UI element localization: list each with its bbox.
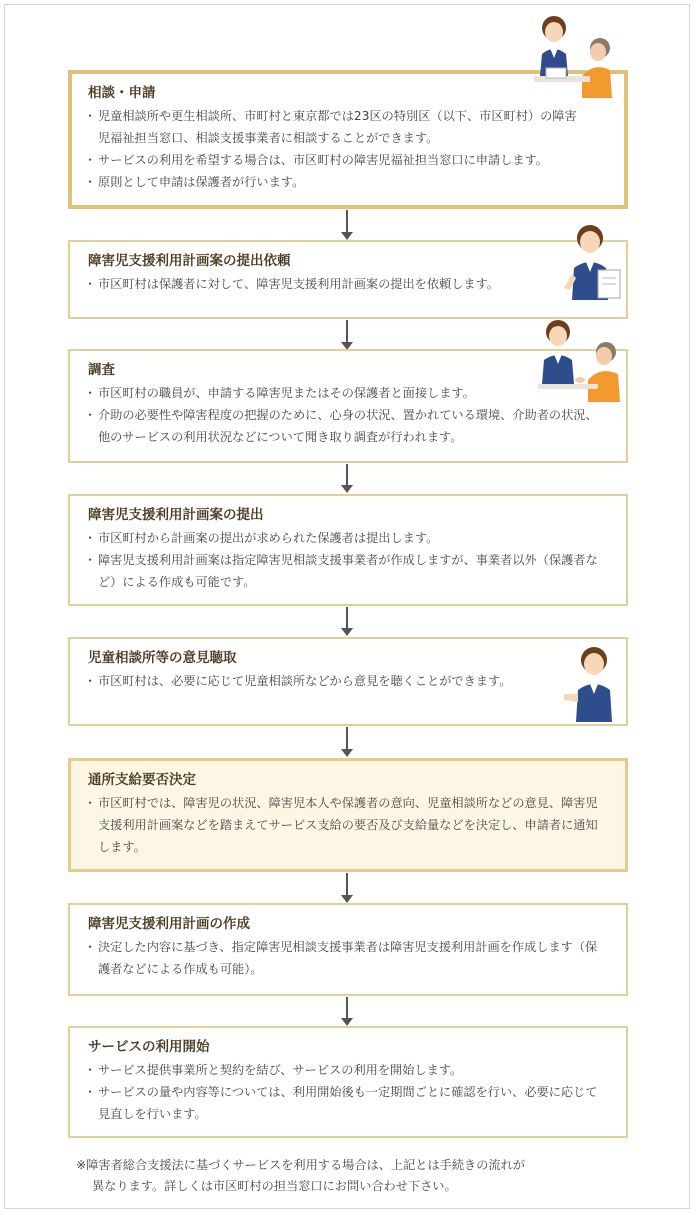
staff-gesture-illustration-icon [562, 644, 622, 724]
bullet-item: ・ 市区町村では、障害児の状況、障害児本人や保護者の意向、児童相談所などの意見、障害児支援利用計画案などを踏まえてサービス支給の要否及び支給量などを決定し、申請者に通知します。 [88, 792, 608, 858]
footnote-line: 異なります。詳しくは市区町村の担当窓口にお問い合わせ下さい。 [92, 1179, 457, 1193]
flow-arrow [341, 464, 353, 493]
bullet-item: ・ サービス提供事業所と契約を結び、サービスの利用を開始します。 [88, 1059, 608, 1081]
bullet-item: ・ 市区町村は、必要に応じて児童相談所などから意見を聴くことができます。 [88, 670, 608, 692]
footnote-line: ※障害者総合支援法に基づくサービスを利用する場合は、上記とは手続きの流れが [76, 1158, 525, 1172]
bullet-item: ・ サービスの利用を希望する場合は、市区町村の障害児福祉担当窓口に申請します。 [88, 149, 608, 171]
footnote [76, 1155, 636, 1197]
consultation-illustration-icon [528, 14, 616, 104]
step-bullets [88, 105, 608, 193]
flow-arrow [341, 210, 353, 240]
step-title: 障害児支援利用計画案の提出 [88, 507, 264, 523]
bullet-item: ・ 市区町村の職員が、申請する障害児またはその保護者と面接します。 [88, 382, 608, 404]
step-opinion-hearing [68, 637, 628, 726]
bullet-item: ・ 市区町村から計画案の提出が求められた保護者は提出します。 [88, 527, 608, 549]
bullet-item: ・ 決定した内容に基づき、指定障害児相談支援事業者は障害児支援利用計画を作成します（保護者などによる作成も可能）。 [88, 936, 608, 980]
step-title: 児童相談所等の意見聴取 [88, 650, 237, 666]
step-bullets [88, 527, 608, 593]
step-plan-creation [68, 903, 628, 996]
bullet-item: ・ 原則として申請は保護者が行います。 [88, 171, 608, 193]
step-benefit-decision [68, 758, 628, 872]
staff-document-illustration-icon [562, 222, 624, 302]
step-plan-draft-request [68, 240, 628, 319]
flow-arrow [341, 607, 353, 636]
step-bullets [88, 670, 608, 692]
bullet-item: ・ サービスの量や内容等については、利用開始後も一定期間ごとに確認を行い、必要に応じて見直しを行います。 [88, 1081, 608, 1125]
step-title: 通所支給要否決定 [88, 772, 196, 788]
step-bullets [88, 273, 608, 295]
step-bullets [88, 792, 608, 858]
step-plan-draft-submission [68, 494, 628, 606]
bullet-item: ・ 児童相談所や更生相談所、市町村と東京都では23区の特別区（以下、市区町村）の障害児福祉担当窓口、相談支援事業者に相談することができます。 [88, 105, 608, 149]
flow-arrow [341, 727, 353, 757]
bullet-item: ・ 介助の必要性や障害程度の把握のために、心身の状況、置かれている環境、介助者の状況、他のサービスの利用状況などについて聞き取り調査が行われます。 [88, 404, 608, 448]
step-bullets [88, 382, 608, 448]
step-title: 障害児支援利用計画案の提出依頼 [88, 253, 291, 269]
step-title: 相談・申請 [88, 85, 156, 101]
interview-illustration-icon [536, 318, 624, 404]
flow-arrow [341, 997, 353, 1026]
step-title: サービスの利用開始 [88, 1039, 210, 1055]
bullet-item: ・ 障害児支援利用計画案は指定障害児相談支援事業者が作成しますが、事業者以外（保護者など）による作成も可能です。 [88, 549, 608, 593]
step-title: 調査 [88, 362, 115, 378]
step-bullets [88, 936, 608, 980]
step-title: 障害児支援利用計画の作成 [88, 916, 250, 932]
step-service-start [68, 1026, 628, 1138]
flow-arrow [341, 320, 353, 350]
flow-arrow [341, 873, 353, 903]
bullet-item: ・ 市区町村は保護者に対して、障害児支援利用計画案の提出を依頼します。 [88, 273, 608, 295]
step-bullets [88, 1059, 608, 1125]
